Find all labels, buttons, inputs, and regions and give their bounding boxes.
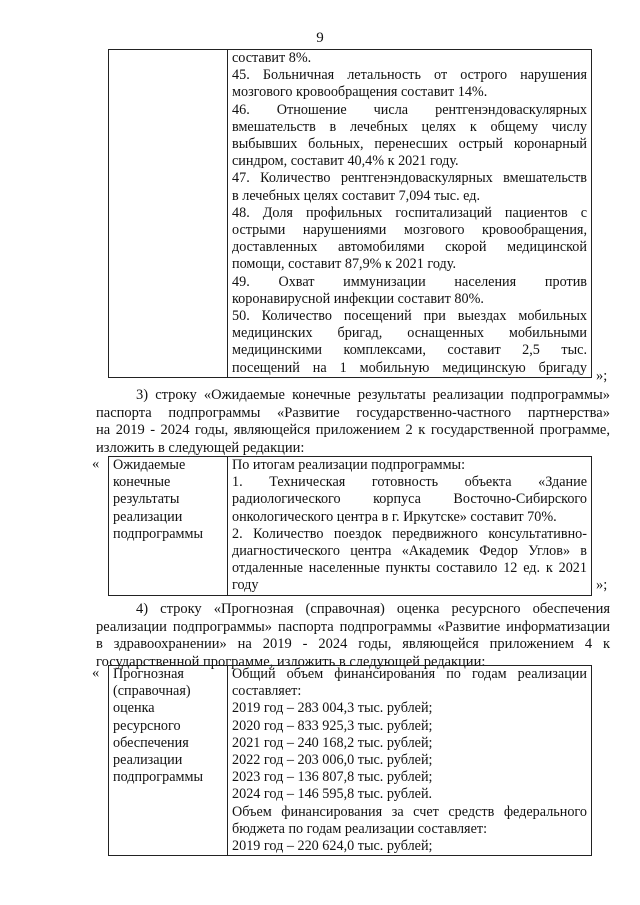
table-left-cell bbox=[109, 457, 228, 596]
text-line: помощи, составит 87,9% к 2021 году. bbox=[232, 256, 456, 273]
text-line: 2024 год – 146 595,8 тыс. рублей. bbox=[232, 786, 433, 803]
text-line: 2019 год – 220 624,0 тыс. рублей; bbox=[232, 838, 433, 855]
text-line: ресурсного bbox=[113, 717, 181, 734]
text-line: конечные bbox=[113, 474, 171, 491]
text-line: году bbox=[232, 577, 259, 594]
table-financing bbox=[108, 665, 592, 856]
text-line: радиологического корпуса Восточно-Сибирского bbox=[232, 491, 587, 508]
text-line: острыми нарушениями мозгового кровообращения, bbox=[232, 222, 587, 239]
text-line: онкологического центра в г. Иркутске» составит 70%. bbox=[232, 508, 557, 525]
text-line: медицинскими комплексами, составит 2,5 тыс. bbox=[232, 342, 587, 359]
text-line: 2021 год – 240 168,2 тыс. рублей; bbox=[232, 734, 433, 751]
table-continuation bbox=[108, 49, 592, 378]
text-line: реализации bbox=[113, 508, 183, 525]
text-line: (справочная) bbox=[113, 683, 191, 700]
close-quote: »; bbox=[596, 577, 608, 593]
text-line: Общий объем финансирования по годам реализации bbox=[232, 666, 587, 682]
text-line: составляет: bbox=[232, 683, 302, 700]
text-line: 2020 год – 833 925,3 тыс. рублей; bbox=[232, 717, 433, 734]
paragraph-line: на 2019 - 2024 годы, являющейся приложением 2 к государственной программе, bbox=[96, 422, 610, 439]
text-line: составит 8%. bbox=[232, 50, 312, 66]
results-list bbox=[232, 50, 587, 377]
paragraph-line: реализации подпрограммы» паспорта подпрограммы «Развитие информатизации bbox=[96, 618, 610, 635]
close-quote: »; bbox=[596, 368, 608, 384]
paragraph-line: в здравоохранении» на 2019 - 2024 годы, являющейся приложением 4 к bbox=[96, 636, 610, 653]
row-label bbox=[113, 666, 223, 786]
paragraph-line: 4) строку «Прогнозная (справочная) оценка ресурсного обеспечения bbox=[136, 601, 610, 617]
text-line: 47. Количество рентгенэндоваскулярных вмешательств bbox=[232, 170, 587, 187]
text-line: отдаленные населенные пункты составило 12 ед. к 2021 bbox=[232, 560, 587, 577]
text-line: 1. Техническая готовность объекта «Здание bbox=[232, 474, 587, 491]
paragraph-line: паспорта подпрограммы «Развитие государственно-частного партнерства» bbox=[96, 404, 610, 421]
text-line: подпрограммы bbox=[113, 769, 203, 786]
text-line: реализации bbox=[113, 752, 183, 769]
row-label bbox=[113, 457, 223, 543]
text-line: подпрограммы bbox=[113, 525, 203, 542]
page-number: 9 bbox=[316, 30, 324, 46]
text-line: бюджета по годам реализации составляет: bbox=[232, 820, 488, 837]
open-quote: « bbox=[92, 665, 100, 681]
text-line: 2019 год – 283 004,3 тыс. рублей; bbox=[232, 700, 433, 717]
table-left-cell-empty bbox=[109, 50, 228, 378]
text-line: посещений на 1 мобильную медицинскую бригаду bbox=[232, 359, 587, 376]
table-right-cell bbox=[228, 666, 592, 856]
text-line: коронавирусной инфекции составит 80%. bbox=[232, 290, 484, 307]
open-quote: « bbox=[92, 456, 100, 472]
text-line: медицинских бригад, оснащенных мобильными bbox=[232, 325, 587, 342]
paragraph-line: 3) строку «Ожидаемые конечные результаты реализации подпрограммы» bbox=[136, 387, 610, 403]
text-line: 45. Больничная летальность от острого нарушения bbox=[232, 67, 587, 84]
text-line: синдром, составит 40,4% к 2021 году. bbox=[232, 153, 459, 170]
text-line: 2. Количество поездок передвижного консультативно- bbox=[232, 525, 587, 542]
results-text bbox=[232, 457, 587, 595]
text-line: 49. Охват иммунизации населения против bbox=[232, 273, 587, 290]
financing-text bbox=[232, 666, 587, 855]
text-line: Объем финансирования за счет средств федерального bbox=[232, 803, 587, 820]
text-line: 2022 год – 203 006,0 тыс. рублей; bbox=[232, 752, 433, 769]
text-line: оценка bbox=[113, 700, 155, 717]
paragraph-line: изложить в следующей редакции: bbox=[96, 439, 305, 456]
table-expected-results bbox=[108, 456, 592, 596]
text-line: 50. Количество посещений при выездах мобильных bbox=[232, 308, 587, 325]
text-line: мозгового кровообращения составит 14%. bbox=[232, 84, 488, 101]
text-line: 48. Доля профильных госпитализаций пациентов с bbox=[232, 204, 587, 221]
paragraph-item-3 bbox=[96, 387, 610, 457]
table-right-cell bbox=[228, 457, 592, 596]
text-line: По итогам реализации подпрограммы: bbox=[232, 457, 466, 473]
table-right-cell bbox=[228, 50, 592, 378]
text-line: результаты bbox=[113, 491, 180, 508]
text-line: Прогнозная bbox=[113, 666, 184, 682]
text-line: выбывших больных, перенесших острый коронарный bbox=[232, 136, 587, 153]
text-line: вмешательств в лечебных целях к общему числу bbox=[232, 118, 587, 135]
text-line: диагностического центра «Академик Федор Углов» в bbox=[232, 543, 587, 560]
text-line: 2023 год – 136 807,8 тыс. рублей; bbox=[232, 769, 433, 786]
text-line: в лечебных целях составит 7,094 тыс. ед. bbox=[232, 187, 481, 204]
paragraph-item-4 bbox=[96, 601, 610, 671]
text-line: доставленных автомобилями скорой медицинской bbox=[232, 239, 587, 256]
table-left-cell bbox=[109, 666, 228, 856]
text-line: Ожидаемые bbox=[113, 457, 186, 473]
text-line: обеспечения bbox=[113, 734, 189, 751]
paragraph-line: государственной программе, изложить в следующей редакции: bbox=[96, 653, 486, 670]
text-line: 46. Отношение числа рентгенэндоваскулярных bbox=[232, 101, 587, 118]
